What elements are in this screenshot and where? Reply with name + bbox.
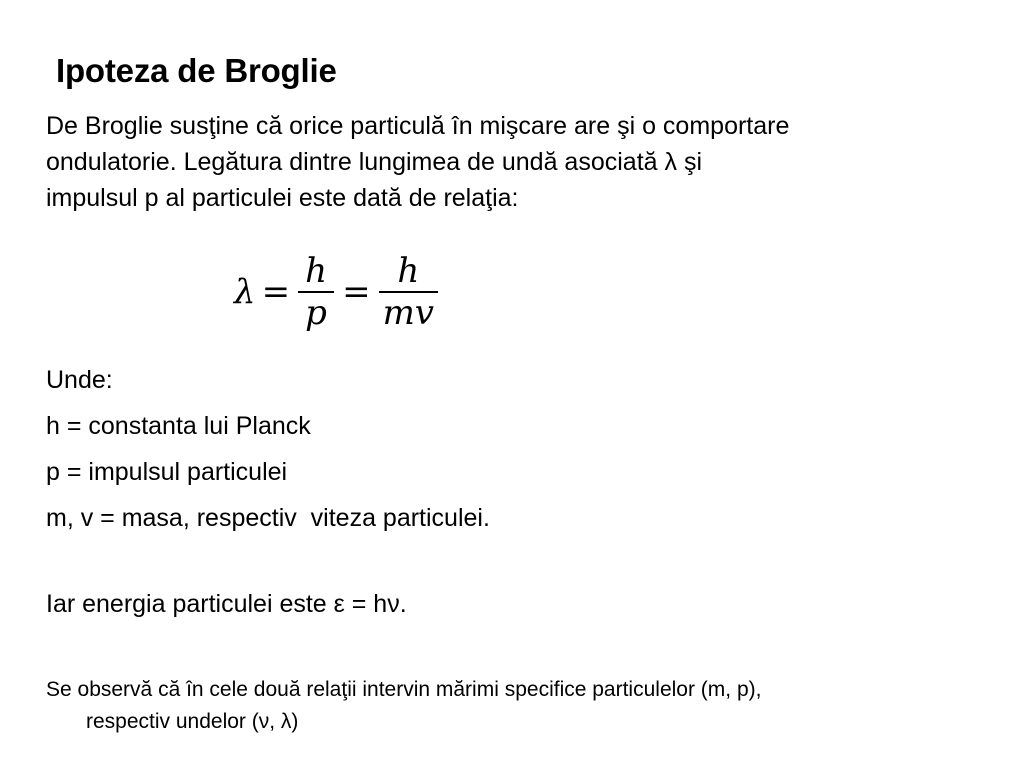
intro-line-1: De Broglie susţine că orice particulă în mişcare are şi o comportare [46, 112, 790, 140]
formula-fraction-h-over-mv [379, 251, 438, 333]
formula-equals-2: = [342, 272, 371, 312]
note-line-1: Se observă că în cele două relaţii intervin mărimi specifice particulelor (m, p), [46, 678, 762, 701]
de-broglie-formula [232, 244, 442, 340]
definition-m-v: m, v = masa, respectiv viteza particulei. [46, 504, 490, 532]
definition-p: p = impulsul particulei [46, 458, 288, 486]
observation-note [46, 674, 986, 738]
intro-paragraph [46, 108, 1006, 216]
definitions-heading: Unde: [46, 366, 113, 394]
intro-line-2: ondulatorie. Legătura dintre lungimea de undă asociată λ şi [46, 148, 702, 176]
formula-fraction-h-over-p [298, 251, 334, 333]
formula-lambda: λ [234, 272, 256, 312]
slide-title: Ipoteza de Broglie [56, 52, 337, 89]
note-line-2: respectiv undelor (ν, λ) [86, 710, 299, 733]
formula-equals-1: = [261, 272, 291, 312]
intro-line-3: impulsul p al particulei este dată de relaţia: [46, 184, 519, 212]
fraction-1-numerator: h [305, 251, 328, 292]
fraction-2-denominator: mv [382, 292, 435, 333]
fraction-2-numerator: h [397, 251, 420, 292]
energy-statement: Iar energia particulei este ε = hν. [46, 590, 407, 618]
definition-h: h = constanta lui Planck [46, 412, 311, 440]
definitions-list [46, 362, 490, 546]
fraction-1-denominator: p [305, 292, 327, 333]
